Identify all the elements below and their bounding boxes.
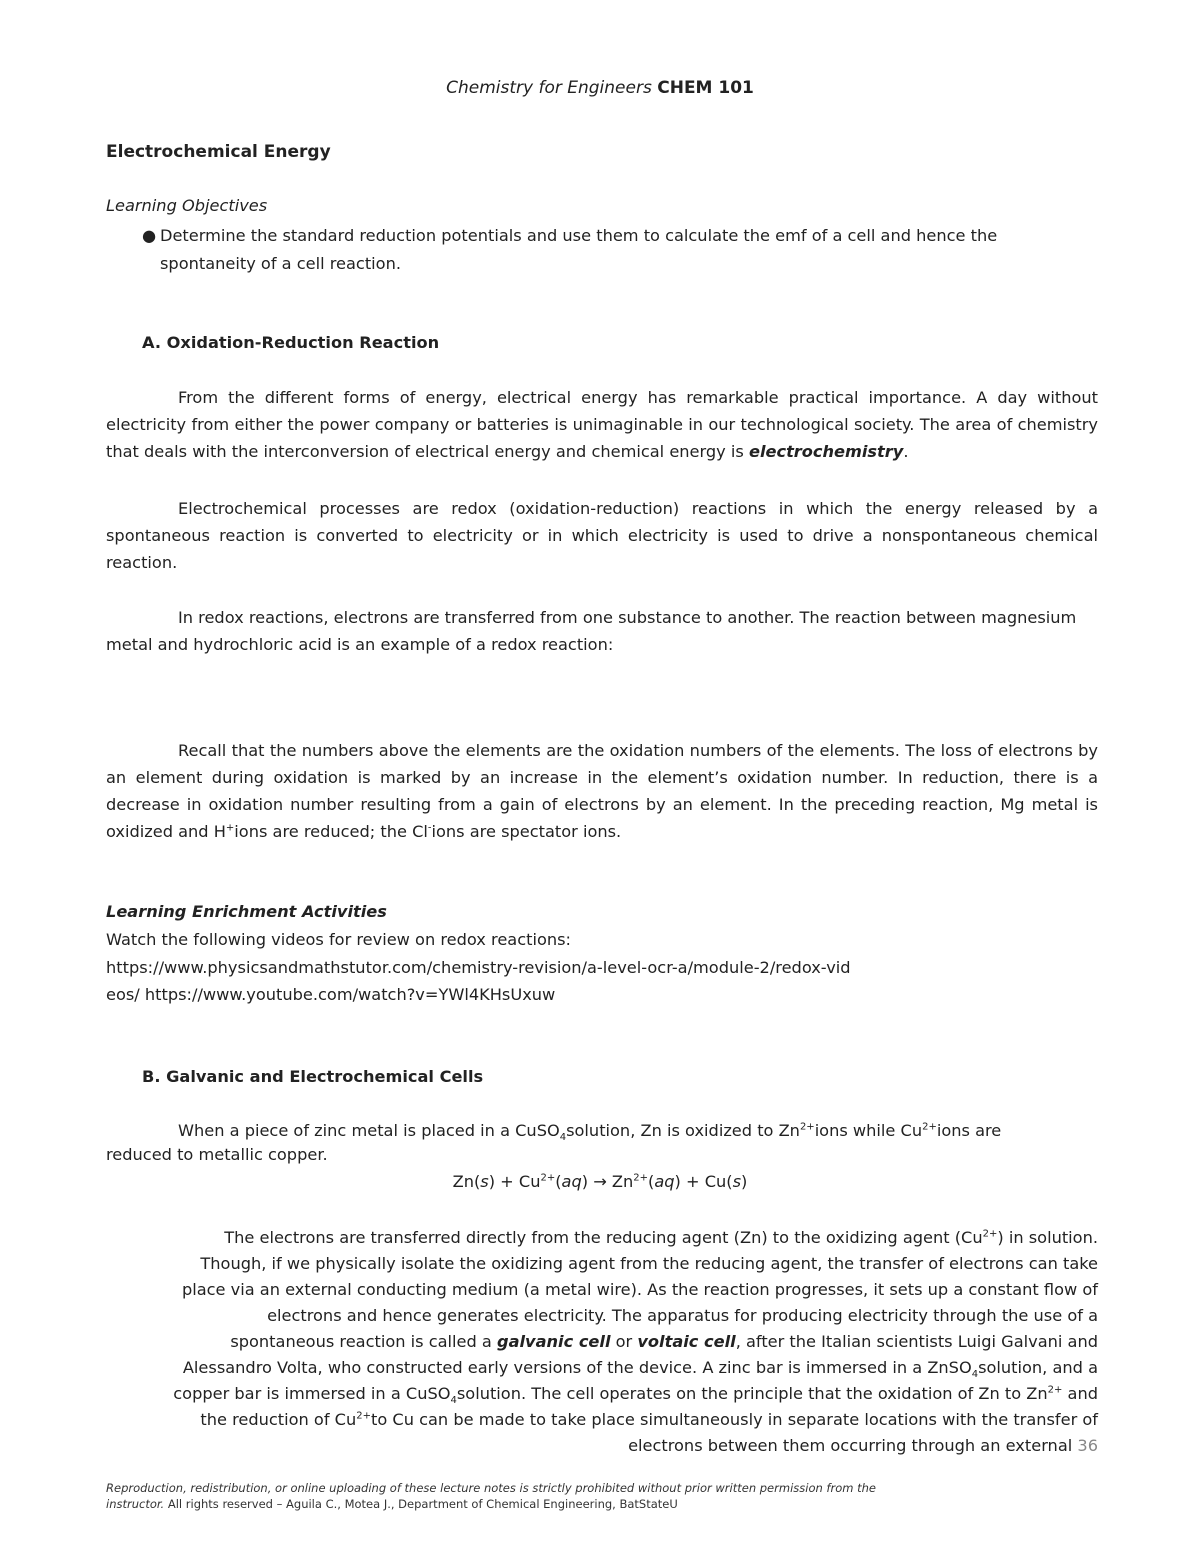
section-a-paragraph-2: Electrochemical processes are redox (oxidation-reduction) reactions in which the energy released by a spontaneous reaction is converted to electricity or in which electricity is used to drive a nonspontaneous chemical reaction. — [106, 499, 1098, 572]
term-electrochemistry: electrochemistry — [748, 442, 904, 461]
course-code: CHEM 101 — [657, 78, 754, 98]
reaction-equation: $Zn(s) + Cu^{2+}(aq) \to Zn^{2+}(aq) + Cu(s)$ — [452, 1172, 748, 1191]
section-b-paragraph-1-line-2: reduced to metallic copper. — [106, 1145, 328, 1164]
section-a-heading: A. Oxidation-Reduction Reaction — [142, 333, 440, 352]
page-header — [0, 78, 1200, 98]
section-a-paragraph-3: In redox reactions, electrons are transferred from one substance to another. The reaction between magnesium metal and hydrochloric acid is an example of a redox reaction: — [106, 608, 1077, 654]
enrichment-link-line-2[interactable]: eos/ https://www.youtube.com/watch?v=YWl4KHsUxuw — [106, 985, 556, 1004]
page-number: 36 — [1077, 1436, 1098, 1455]
term-voltaic-cell: voltaic cell — [637, 1332, 736, 1351]
enrichment-intro: Watch the following videos for review on redox reactions: — [106, 930, 571, 949]
objective-text: Determine the standard reduction potentials and use them to calculate the emf of a cell and hence the spontaneity of a cell reaction. — [160, 226, 998, 273]
document-title: Electrochemical Energy — [106, 142, 331, 162]
footer-line-1: Reproduction, redistribution, or online uploading of these lecture notes is strictly prohibited without prior written permission from the — [106, 1481, 876, 1495]
section-b-paragraph-1-line-1: When a piece of zinc metal is placed in a CuSO$_4$solution, Zn is oxidized to $Zn^{2+}ions$ while $Cu^{2+}ions$ are — [178, 1121, 1002, 1144]
section-b-heading: B. Galvanic and Electrochemical Cells — [142, 1067, 484, 1086]
section-a-paragraph-4: Recall that the numbers above the elements are the oxidation numbers of the elements. The loss of electrons by an element during oxidation is marked by an increase in the element’s oxidation number. In reduction, there is a decrease in oxidation number resulting from a gain of electrons by an element. In the preceding reaction, Mg metal is oxidized and H+ions are reduced; the Cl-ions are spectator ions. — [106, 741, 1098, 841]
section-b-paragraph-2: The electrons are transferred directly from the reducing agent (Zn) to the oxidizing agent $(Cu^{2+})$ in solution. Though, if we physically isolate the oxidizing agent from the reducing agent, the transfer of electrons can take place via an external conducting medium (a metal wire). As the reaction progresses, it sets up a constant flow of electrons and hence generates electricity. The apparatus for producing electricity through the use of a spontaneous reaction is called a galvanic cell or voltaic cell, after the Italian scientists Luigi Galvani and Alessandro Volta, who constructed early versions of the device. A zinc bar is immersed in a ZnSO$_4$solution, and a copper bar is immersed in a CuSO$_4$solution. The cell operates on the principle that the oxidation of Zn to $Zn^{2+}$ and the reduction of $Cu^{2+}to$ Cu can be made to take place simultaneously in separate locations with the transfer of electrons between them occurring through an external 36 — [173, 1228, 1098, 1455]
enrichment-heading: Learning Enrichment Activities — [106, 902, 387, 921]
bullet-icon: ● — [142, 226, 157, 245]
course-title: Chemistry for Engineers — [446, 78, 652, 98]
enrichment-link-line-1[interactable]: https://www.physicsandmathstutor.com/chemistry-revision/a-level-ocr-a/module-2/redox-vid — [106, 958, 851, 977]
page-footer — [106, 1480, 1006, 1512]
learning-objectives-heading: Learning Objectives — [106, 196, 268, 215]
footer-line-2: instructor. All rights reserved – Aguila C., Motea J., Department of Chemical Engineering, BatStateU — [106, 1497, 678, 1511]
objective-list-item — [142, 222, 1082, 278]
section-a-paragraph-1: From the different forms of energy, electrical energy has remarkable practical importance. A day without electricity from either the power company or batteries is unimaginable in our technological society. The area of chemistry that deals with the interconversion of electrical energy and chemical energy is electrochemistry. — [106, 388, 1098, 461]
term-galvanic-cell: galvanic cell — [496, 1332, 611, 1351]
